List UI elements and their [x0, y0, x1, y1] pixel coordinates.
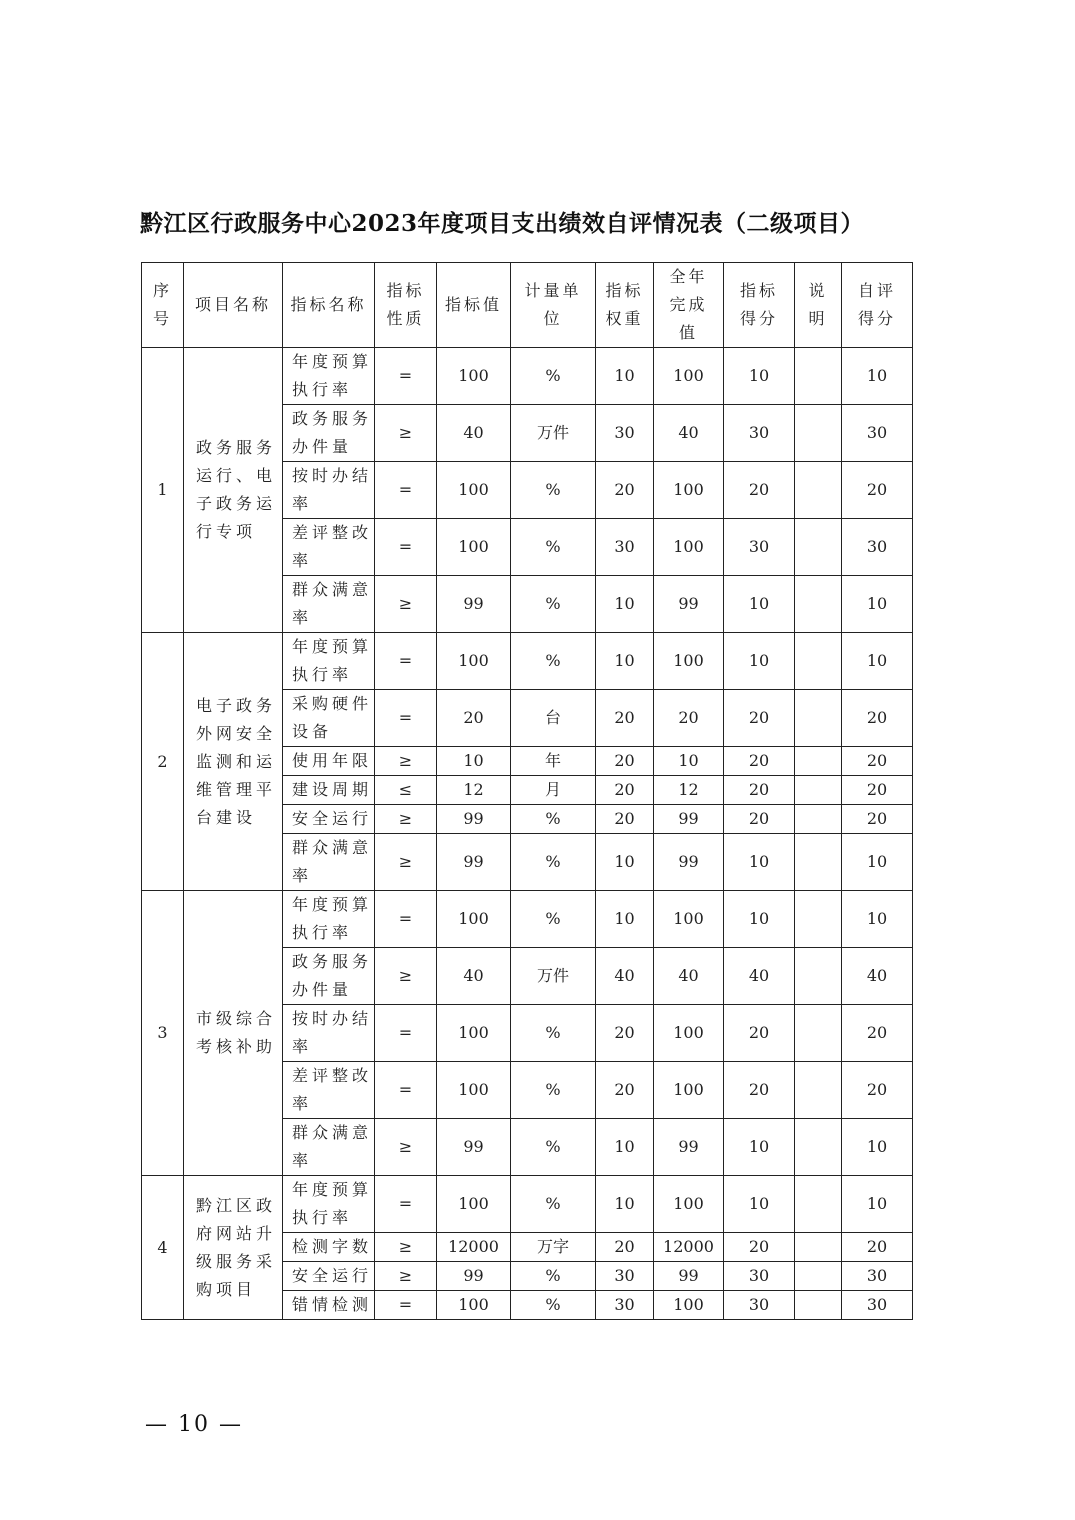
indicator-nature: ≥ — [375, 948, 437, 1005]
indicator-name: 建设周期 — [283, 776, 375, 805]
indicator-score: 10 — [724, 891, 795, 948]
note — [795, 576, 842, 633]
indicator-name: 按时办结 率 — [283, 462, 375, 519]
header-actual: 全年 完成 值 — [654, 263, 724, 348]
self-score: 10 — [842, 576, 913, 633]
indicator-name: 政务服务 办件量 — [283, 948, 375, 1005]
indicator-value: 100 — [437, 633, 511, 690]
weight: 10 — [596, 576, 654, 633]
actual-value: 12 — [654, 776, 724, 805]
indicator-score: 20 — [724, 690, 795, 747]
weight: 10 — [596, 1176, 654, 1233]
self-score: 20 — [842, 747, 913, 776]
indicator-value: 100 — [437, 1005, 511, 1062]
self-score: 10 — [842, 1119, 913, 1176]
indicator-nature: ≥ — [375, 834, 437, 891]
unit: % — [511, 348, 596, 405]
indicator-nature: ≥ — [375, 1119, 437, 1176]
weight: 20 — [596, 747, 654, 776]
indicator-nature: ≥ — [375, 747, 437, 776]
indicator-nature: ≥ — [375, 805, 437, 834]
weight: 10 — [596, 834, 654, 891]
actual-value: 100 — [654, 348, 724, 405]
self-score: 10 — [842, 891, 913, 948]
indicator-nature: ≥ — [375, 405, 437, 462]
indicator-value: 20 — [437, 690, 511, 747]
header-self-score: 自评 得分 — [842, 263, 913, 348]
indicator-name: 年度预算 执行率 — [283, 891, 375, 948]
unit: 万件 — [511, 948, 596, 1005]
weight: 30 — [596, 1291, 654, 1320]
self-score: 20 — [842, 1005, 913, 1062]
table-row — [142, 633, 913, 690]
note — [795, 747, 842, 776]
indicator-value: 12 — [437, 776, 511, 805]
actual-value: 99 — [654, 576, 724, 633]
project-name: 政务服务 运行、电 子政务运 行专项 — [184, 348, 283, 633]
header-weight: 指标 权重 — [596, 263, 654, 348]
unit: 万件 — [511, 405, 596, 462]
indicator-score: 20 — [724, 1233, 795, 1262]
actual-value: 99 — [654, 1119, 724, 1176]
indicator-nature: = — [375, 1176, 437, 1233]
project-name: 电子政务 外网安全 监测和运 维管理平 台建设 — [184, 633, 283, 891]
weight: 20 — [596, 1005, 654, 1062]
unit: % — [511, 633, 596, 690]
actual-value: 100 — [654, 1005, 724, 1062]
table-header-row — [142, 263, 913, 348]
actual-value: 99 — [654, 805, 724, 834]
indicator-score: 20 — [724, 805, 795, 834]
indicator-name: 年度预算 执行率 — [283, 1176, 375, 1233]
self-score: 10 — [842, 1176, 913, 1233]
actual-value: 100 — [654, 462, 724, 519]
actual-value: 40 — [654, 948, 724, 1005]
indicator-score: 10 — [724, 1119, 795, 1176]
note — [795, 633, 842, 690]
indicator-nature: = — [375, 690, 437, 747]
actual-value: 10 — [654, 747, 724, 776]
note — [795, 1291, 842, 1320]
indicator-name: 采购硬件 设备 — [283, 690, 375, 747]
actual-value: 20 — [654, 690, 724, 747]
indicator-score: 10 — [724, 834, 795, 891]
weight: 30 — [596, 1262, 654, 1291]
table-body — [142, 348, 913, 1320]
indicator-score: 10 — [724, 348, 795, 405]
unit: % — [511, 1005, 596, 1062]
indicator-nature: = — [375, 1291, 437, 1320]
unit: % — [511, 834, 596, 891]
indicator-value: 100 — [437, 462, 511, 519]
self-score: 10 — [842, 348, 913, 405]
indicator-value: 99 — [437, 576, 511, 633]
page-title: 黔江区行政服务中心2023年度项目支出绩效自评情况表（二级项目） — [140, 210, 865, 237]
unit: % — [511, 891, 596, 948]
self-score: 20 — [842, 690, 913, 747]
indicator-name: 政务服务 办件量 — [283, 405, 375, 462]
unit: 万字 — [511, 1233, 596, 1262]
indicator-score: 40 — [724, 948, 795, 1005]
indicator-score: 30 — [724, 405, 795, 462]
note — [795, 405, 842, 462]
header-project: 项目名称 — [184, 263, 283, 348]
page-number: — 10 — — [145, 1412, 243, 1437]
note — [795, 1233, 842, 1262]
note — [795, 462, 842, 519]
self-score: 40 — [842, 948, 913, 1005]
actual-value: 100 — [654, 1176, 724, 1233]
self-score: 30 — [842, 405, 913, 462]
indicator-nature: = — [375, 891, 437, 948]
unit: 台 — [511, 690, 596, 747]
self-score: 30 — [842, 1291, 913, 1320]
indicator-name: 按时办结 率 — [283, 1005, 375, 1062]
weight: 10 — [596, 891, 654, 948]
self-score: 30 — [842, 519, 913, 576]
indicator-name: 错情检测 — [283, 1291, 375, 1320]
actual-value: 12000 — [654, 1233, 724, 1262]
actual-value: 99 — [654, 1262, 724, 1291]
project-seq: 1 — [142, 348, 184, 633]
indicator-name: 使用年限 — [283, 747, 375, 776]
header-seq: 序 号 — [142, 263, 184, 348]
actual-value: 100 — [654, 633, 724, 690]
weight: 20 — [596, 690, 654, 747]
note — [795, 1119, 842, 1176]
indicator-value: 12000 — [437, 1233, 511, 1262]
self-score: 20 — [842, 1233, 913, 1262]
indicator-name: 检测字数 — [283, 1233, 375, 1262]
indicator-nature: = — [375, 348, 437, 405]
weight: 40 — [596, 948, 654, 1005]
indicator-nature: ≥ — [375, 576, 437, 633]
indicator-name: 群众满意 率 — [283, 576, 375, 633]
weight: 20 — [596, 1062, 654, 1119]
indicator-value: 100 — [437, 348, 511, 405]
indicator-name: 群众满意 率 — [283, 1119, 375, 1176]
indicator-nature: = — [375, 519, 437, 576]
performance-table — [141, 262, 913, 1320]
header-value: 指标值 — [437, 263, 511, 348]
indicator-value: 99 — [437, 1119, 511, 1176]
actual-value: 40 — [654, 405, 724, 462]
indicator-name: 差评整改 率 — [283, 1062, 375, 1119]
indicator-name: 差评整改 率 — [283, 519, 375, 576]
indicator-value: 100 — [437, 1062, 511, 1119]
actual-value: 100 — [654, 519, 724, 576]
indicator-score: 20 — [724, 747, 795, 776]
table-row — [142, 1176, 913, 1233]
header-unit: 计量单 位 — [511, 263, 596, 348]
unit: % — [511, 1176, 596, 1233]
indicator-name: 年度预算 执行率 — [283, 633, 375, 690]
header-score: 指标 得分 — [724, 263, 795, 348]
table-row — [142, 348, 913, 405]
weight: 20 — [596, 805, 654, 834]
note — [795, 891, 842, 948]
weight: 20 — [596, 776, 654, 805]
table-row — [142, 891, 913, 948]
indicator-score: 30 — [724, 1291, 795, 1320]
note — [795, 805, 842, 834]
weight: 30 — [596, 519, 654, 576]
project-seq: 2 — [142, 633, 184, 891]
indicator-value: 100 — [437, 519, 511, 576]
unit: % — [511, 519, 596, 576]
self-score: 20 — [842, 776, 913, 805]
indicator-name: 群众满意 率 — [283, 834, 375, 891]
unit: % — [511, 805, 596, 834]
indicator-nature: ≥ — [375, 1262, 437, 1291]
header-nature: 指标 性质 — [375, 263, 437, 348]
indicator-value: 100 — [437, 891, 511, 948]
indicator-nature: ≤ — [375, 776, 437, 805]
project-name: 黔江区政 府网站升 级服务采 购项目 — [184, 1176, 283, 1320]
note — [795, 834, 842, 891]
note — [795, 1262, 842, 1291]
indicator-name: 安全运行 — [283, 805, 375, 834]
indicator-score: 20 — [724, 1062, 795, 1119]
indicator-score: 10 — [724, 633, 795, 690]
unit: % — [511, 576, 596, 633]
indicator-value: 99 — [437, 834, 511, 891]
indicator-score: 10 — [724, 576, 795, 633]
note — [795, 1005, 842, 1062]
note — [795, 776, 842, 805]
unit: 年 — [511, 747, 596, 776]
indicator-score: 10 — [724, 1176, 795, 1233]
indicator-nature: = — [375, 1062, 437, 1119]
indicator-nature: ≥ — [375, 1233, 437, 1262]
indicator-score: 30 — [724, 1262, 795, 1291]
self-score: 20 — [842, 1062, 913, 1119]
actual-value: 100 — [654, 891, 724, 948]
weight: 30 — [596, 405, 654, 462]
unit: 月 — [511, 776, 596, 805]
indicator-value: 99 — [437, 805, 511, 834]
weight: 10 — [596, 633, 654, 690]
unit: % — [511, 462, 596, 519]
actual-value: 100 — [654, 1291, 724, 1320]
note — [795, 1176, 842, 1233]
weight: 20 — [596, 1233, 654, 1262]
indicator-name: 年度预算 执行率 — [283, 348, 375, 405]
note — [795, 348, 842, 405]
indicator-nature: = — [375, 462, 437, 519]
weight: 20 — [596, 462, 654, 519]
self-score: 10 — [842, 633, 913, 690]
self-score: 20 — [842, 805, 913, 834]
indicator-value: 40 — [437, 948, 511, 1005]
indicator-value: 99 — [437, 1262, 511, 1291]
project-seq: 3 — [142, 891, 184, 1176]
project-seq: 4 — [142, 1176, 184, 1320]
self-score: 20 — [842, 462, 913, 519]
unit: % — [511, 1062, 596, 1119]
indicator-score: 20 — [724, 462, 795, 519]
unit: % — [511, 1119, 596, 1176]
actual-value: 99 — [654, 834, 724, 891]
indicator-value: 10 — [437, 747, 511, 776]
project-name: 市级综合 考核补助 — [184, 891, 283, 1176]
note — [795, 690, 842, 747]
actual-value: 100 — [654, 1062, 724, 1119]
self-score: 10 — [842, 834, 913, 891]
weight: 10 — [596, 1119, 654, 1176]
note — [795, 1062, 842, 1119]
note — [795, 948, 842, 1005]
indicator-score: 20 — [724, 1005, 795, 1062]
indicator-nature: = — [375, 633, 437, 690]
indicator-value: 40 — [437, 405, 511, 462]
header-indicator: 指标名称 — [283, 263, 375, 348]
indicator-nature: = — [375, 1005, 437, 1062]
note — [795, 519, 842, 576]
weight: 10 — [596, 348, 654, 405]
self-score: 30 — [842, 1262, 913, 1291]
indicator-value: 100 — [437, 1291, 511, 1320]
indicator-score: 20 — [724, 776, 795, 805]
header-note: 说 明 — [795, 263, 842, 348]
indicator-value: 100 — [437, 1176, 511, 1233]
indicator-score: 30 — [724, 519, 795, 576]
indicator-name: 安全运行 — [283, 1262, 375, 1291]
unit: % — [511, 1262, 596, 1291]
unit: % — [511, 1291, 596, 1320]
